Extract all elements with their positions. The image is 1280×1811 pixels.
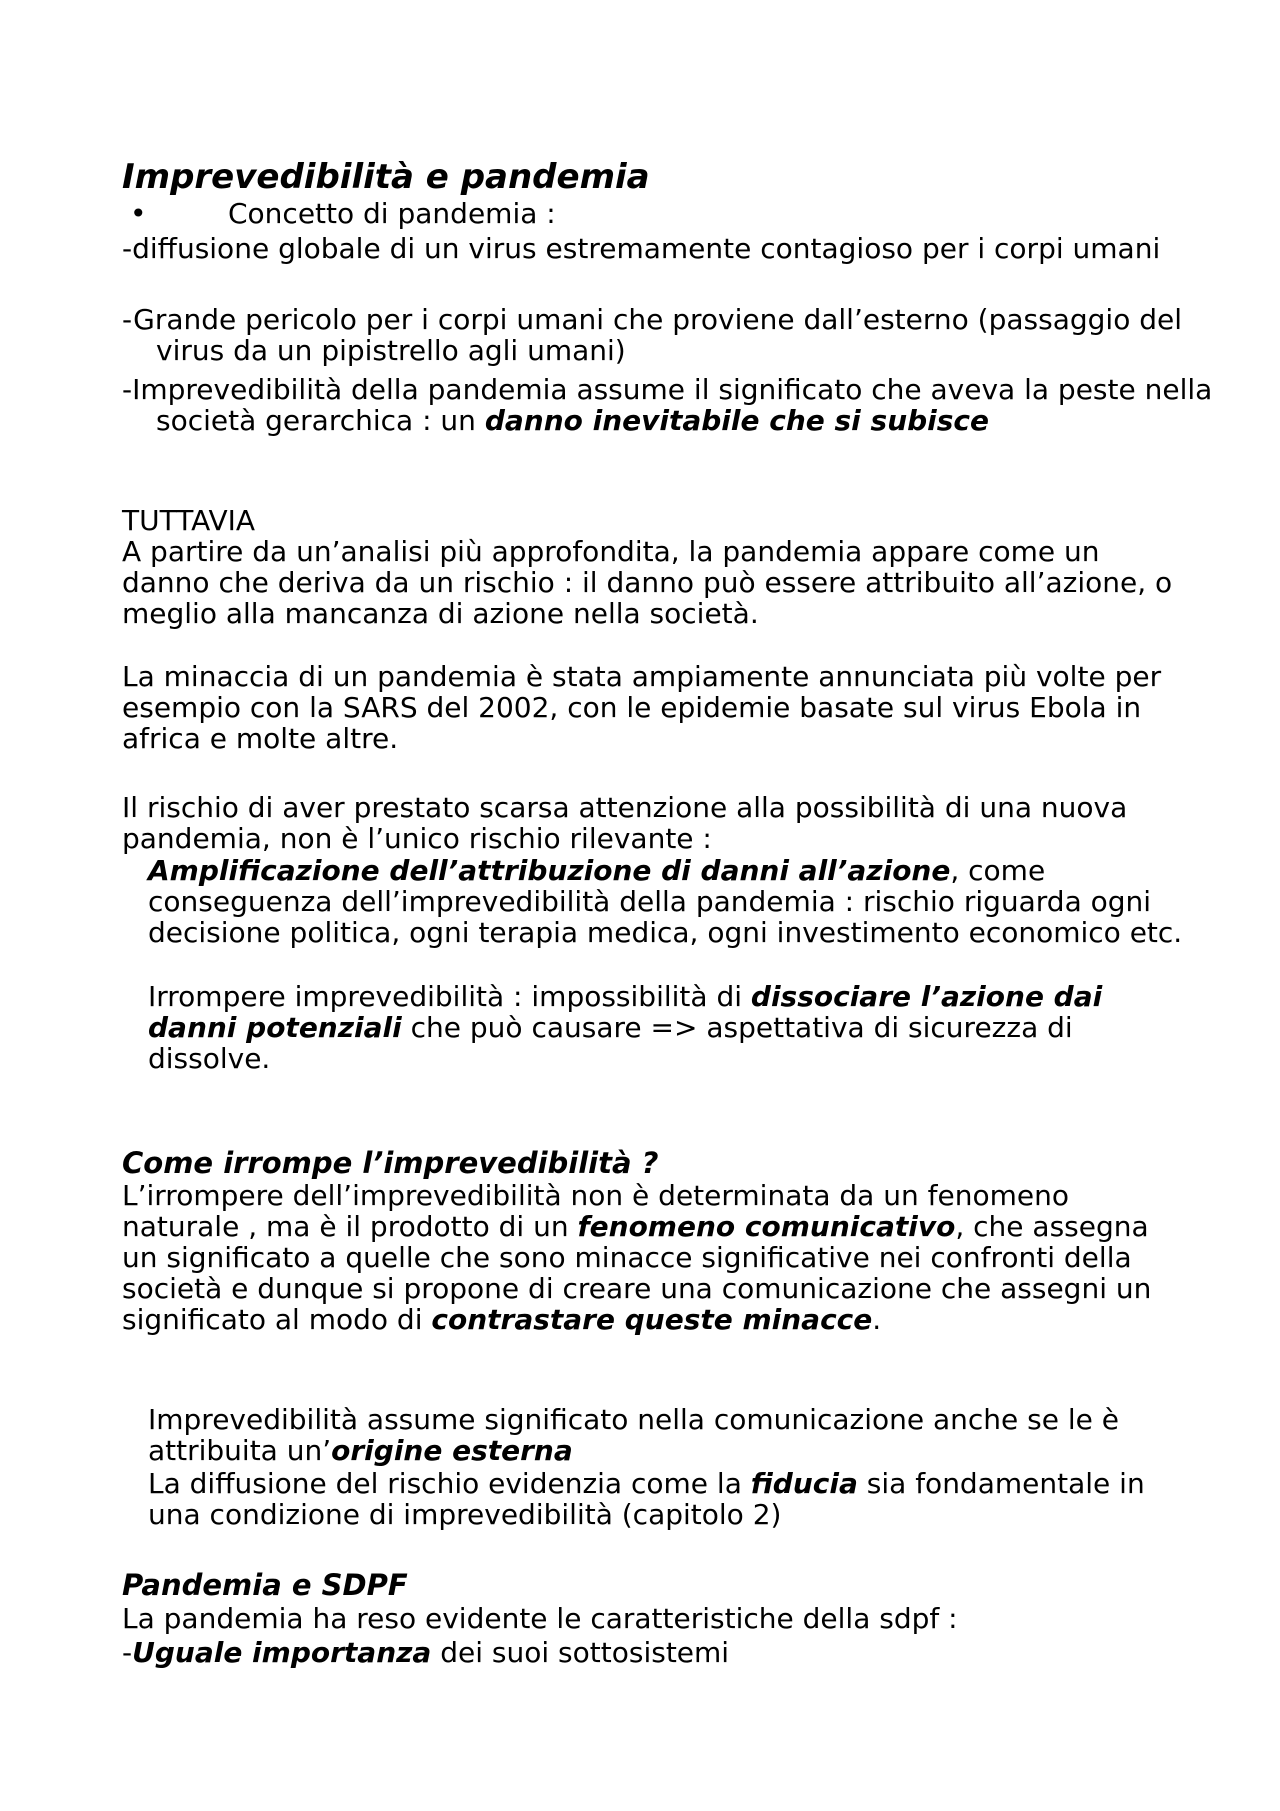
emphasis-text: fiducia bbox=[750, 1467, 858, 1500]
emphasis-text: Amplificazione dell’attribuzione di danni all’azione bbox=[148, 854, 951, 887]
list-item-text: -Imprevedibilità della pandemia assume il significato che aveva la peste nella società gerarchica : un bbox=[122, 373, 1213, 437]
paragraph-text: L’irrompere dell’imprevedibilità non è determinata da un fenomeno naturale , ma è il prodotto di un bbox=[122, 1179, 1069, 1243]
bullet-item bbox=[122, 198, 1122, 229]
list-item bbox=[122, 374, 1216, 436]
point-item bbox=[148, 981, 1188, 1074]
paragraph-text: , che assegna un significato a quelle che sono minacce significative nei confronti della società e dunque si propone di creare una comunicazione che assegni un significato al modo di bbox=[122, 1210, 1152, 1336]
bullet-icon: • bbox=[130, 197, 147, 230]
point-text: Imprevedibilità assume significato nella comunicazione anche se le è attribuita un’ bbox=[148, 1403, 1119, 1467]
emphasis-text: Uguale importanza bbox=[132, 1636, 432, 1669]
list-item-text: dei suoi sottosistemi bbox=[431, 1636, 730, 1669]
point-item bbox=[148, 1468, 1188, 1530]
bullet-label: Concetto di pandemia : bbox=[228, 197, 556, 230]
paragraph: La minaccia di un pandemia è stata ampiamente annunciata più volte per esempio con la SARS del 2002, con le epidemie basate sul virus Ebola in africa e molte altre. bbox=[122, 660, 1162, 755]
list-item bbox=[122, 1637, 1182, 1668]
emphasis-text: dissociare l’azione dai danni potenziali bbox=[148, 980, 1103, 1044]
paragraph-text: . bbox=[872, 1303, 882, 1336]
paragraph: A partire da un’analisi più approfondita, la pandemia appare come un danno che deriva da un rischio : il danno può essere attribuito all’azione, o meglio alla mancanza di azione nella società. bbox=[122, 535, 1173, 630]
list-item-prefix: - bbox=[122, 1636, 133, 1669]
point-text: sia fondamentale in una condizione di imprevedibilità (capitolo 2) bbox=[148, 1467, 1145, 1531]
point-item bbox=[148, 855, 1188, 948]
emphasis-text: danno inevitabile che si subisce bbox=[484, 404, 990, 437]
emphasis-text: fenomeno comunicativo bbox=[577, 1210, 956, 1243]
emphasis-text: contrastare queste minacce bbox=[431, 1303, 873, 1336]
point-text: , come conseguenza dell’imprevedibilità della pandemia : rischio riguarda ogni decisione politica, ogni terapia medica, ogni investimento economico etc. bbox=[148, 854, 1183, 949]
point-item bbox=[148, 1404, 1188, 1466]
paragraph bbox=[122, 1180, 1182, 1335]
list-item: -diffusione globale di un virus estremamente contagioso per i corpi umani bbox=[122, 232, 1161, 265]
point-text: Irrompere imprevedibilità : impossibilità di bbox=[148, 980, 751, 1013]
paragraph: Il rischio di aver prestato scarsa attenzione alla possibilità di una nuova pandemia, non è l’unico rischio rilevante : bbox=[122, 791, 1128, 855]
section-title: Imprevedibilità e pandemia bbox=[122, 157, 650, 197]
section-title: Come irrompe l’imprevedibilità ? bbox=[122, 1146, 659, 1180]
point-text: che può causare => aspettativa di sicurezza di dissolve. bbox=[148, 1011, 1073, 1075]
section-subheading: TUTTAVIA bbox=[122, 504, 256, 537]
section-title: Pandemia e SDPF bbox=[122, 1568, 408, 1602]
point-text: La diffusione del rischio evidenzia come la bbox=[148, 1467, 751, 1500]
paragraph: La pandemia ha reso evidente le caratteristiche della sdpf : bbox=[122, 1602, 958, 1635]
list-item: -Grande pericolo per i corpi umani che proviene dall’esterno (passaggio del virus da un pipistrello agli umani) bbox=[122, 303, 1183, 367]
emphasis-text: origine esterna bbox=[331, 1434, 573, 1467]
